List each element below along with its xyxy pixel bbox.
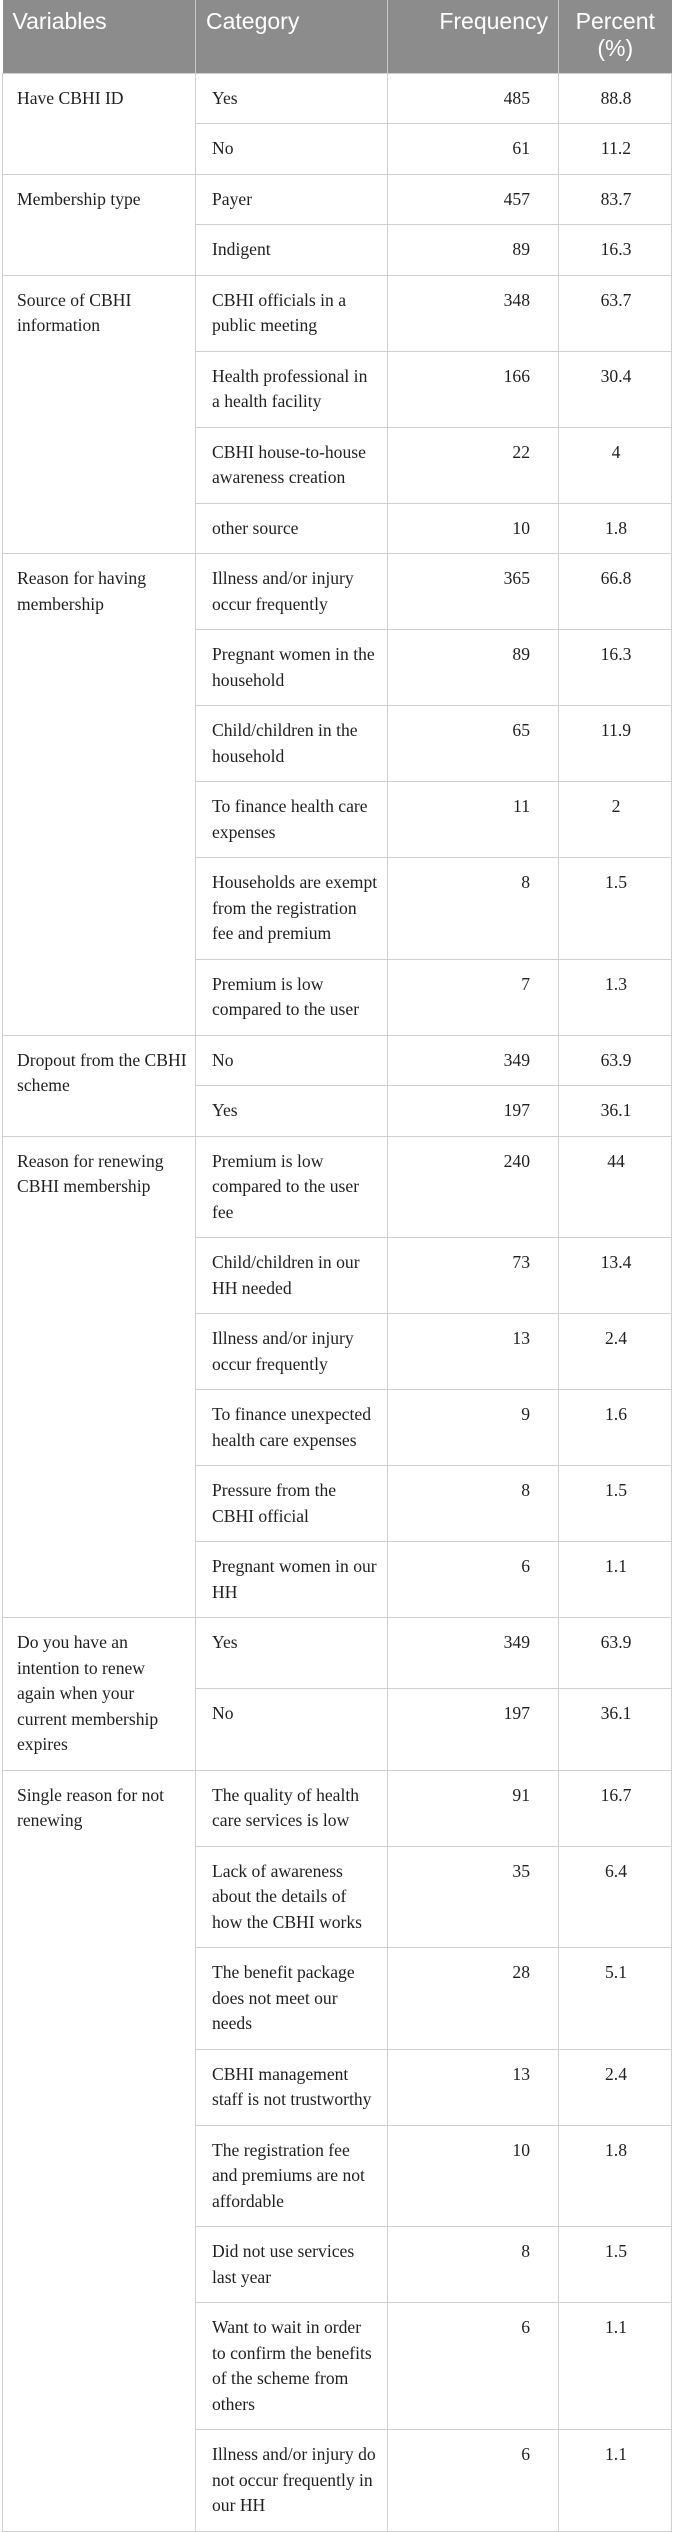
percent-cell: 1.8: [559, 503, 672, 554]
category-cell: Payer: [196, 174, 388, 225]
percent-cell: 16.3: [559, 630, 672, 706]
table-row: [3, 1770, 672, 1846]
frequency-cell: 22: [388, 427, 559, 503]
percent-cell: 1.5: [559, 858, 672, 960]
percent-cell: 5.1: [559, 1948, 672, 2050]
category-cell: Health professional in a health facility: [196, 351, 388, 427]
cbhi-table: [2, 0, 672, 2532]
category-cell: other source: [196, 503, 388, 554]
percent-cell: 2.4: [559, 1314, 672, 1390]
category-cell: Pressure from the CBHI official: [196, 1466, 388, 1542]
percent-cell: 13.4: [559, 1238, 672, 1314]
category-cell: CBHI management staff is not trustworthy: [196, 2049, 388, 2125]
frequency-cell: 8: [388, 1466, 559, 1542]
header-percent: Percent (%): [559, 0, 672, 73]
frequency-cell: 349: [388, 1618, 559, 1689]
category-cell: The registration fee and premiums are not affordable: [196, 2125, 388, 2227]
frequency-cell: 6: [388, 2303, 559, 2430]
category-cell: Yes: [196, 1086, 388, 1137]
category-cell: To finance unexpected health care expenses: [196, 1390, 388, 1466]
table-row: [3, 1136, 672, 1238]
category-cell: Yes: [196, 73, 388, 124]
frequency-cell: 8: [388, 858, 559, 960]
category-cell: Illness and/or injury occur frequently: [196, 1314, 388, 1390]
category-cell: Illness and/or injury occur frequently: [196, 554, 388, 630]
category-cell: CBHI house-to-house awareness creation: [196, 427, 388, 503]
percent-cell: 4: [559, 427, 672, 503]
category-cell: CBHI officials in a public meeting: [196, 275, 388, 351]
table-row: [3, 554, 672, 630]
category-cell: Child/children in the household: [196, 706, 388, 782]
variable-cell: Reason for renewing CBHI membership: [3, 1136, 196, 1618]
frequency-cell: 6: [388, 2430, 559, 2532]
variable-cell: Have CBHI ID: [3, 73, 196, 174]
category-cell: Want to wait in order to confirm the benefits of the scheme from others: [196, 2303, 388, 2430]
percent-cell: 1.1: [559, 2430, 672, 2532]
percent-cell: 16.7: [559, 1770, 672, 1846]
percent-cell: 66.8: [559, 554, 672, 630]
variable-cell: Membership type: [3, 174, 196, 275]
variable-cell: Single reason for not renewing: [3, 1770, 196, 2531]
frequency-cell: 35: [388, 1846, 559, 1948]
percent-cell: 83.7: [559, 174, 672, 225]
category-cell: No: [196, 124, 388, 175]
header-frequency: Frequency: [388, 0, 559, 73]
percent-cell: 30.4: [559, 351, 672, 427]
percent-cell: 6.4: [559, 1846, 672, 1948]
frequency-cell: 485: [388, 73, 559, 124]
frequency-cell: 457: [388, 174, 559, 225]
frequency-cell: 10: [388, 503, 559, 554]
percent-cell: 63.9: [559, 1618, 672, 1689]
frequency-cell: 197: [388, 1086, 559, 1137]
table-row: [3, 1035, 672, 1086]
frequency-cell: 89: [388, 225, 559, 276]
frequency-cell: 13: [388, 2049, 559, 2125]
frequency-cell: 349: [388, 1035, 559, 1086]
category-cell: Pregnant women in our HH: [196, 1542, 388, 1618]
category-cell: Premium is low compared to the user fee: [196, 1136, 388, 1238]
variable-cell: Do you have an intention to renew again when your current membership expires: [3, 1618, 196, 1771]
frequency-cell: 10: [388, 2125, 559, 2227]
percent-cell: 2.4: [559, 2049, 672, 2125]
percent-cell: 1.8: [559, 2125, 672, 2227]
percent-cell: 44: [559, 1136, 672, 1238]
category-cell: To finance health care expenses: [196, 782, 388, 858]
table-body: [3, 73, 672, 2531]
frequency-cell: 365: [388, 554, 559, 630]
variable-cell: Source of CBHI information: [3, 275, 196, 554]
table-row: [3, 174, 672, 225]
frequency-cell: 73: [388, 1238, 559, 1314]
category-cell: No: [196, 1035, 388, 1086]
frequency-cell: 166: [388, 351, 559, 427]
percent-cell: 36.1: [559, 1688, 672, 1770]
table-row: [3, 73, 672, 124]
percent-cell: 11.9: [559, 706, 672, 782]
frequency-cell: 8: [388, 2227, 559, 2303]
percent-cell: 1.1: [559, 1542, 672, 1618]
category-cell: The quality of health care services is low: [196, 1770, 388, 1846]
variable-cell: Dropout from the CBHI scheme: [3, 1035, 196, 1136]
category-cell: Yes: [196, 1618, 388, 1689]
category-cell: No: [196, 1688, 388, 1770]
category-cell: The benefit package does not meet our needs: [196, 1948, 388, 2050]
table-header-row: [3, 0, 672, 73]
percent-cell: 88.8: [559, 73, 672, 124]
header-category: Category: [196, 0, 388, 73]
category-cell: Lack of awareness about the details of how the CBHI works: [196, 1846, 388, 1948]
frequency-cell: 240: [388, 1136, 559, 1238]
table-row: [3, 275, 672, 351]
category-cell: Indigent: [196, 225, 388, 276]
category-cell: Pregnant women in the household: [196, 630, 388, 706]
percent-cell: 1.3: [559, 959, 672, 1035]
frequency-cell: 89: [388, 630, 559, 706]
frequency-cell: 13: [388, 1314, 559, 1390]
frequency-cell: 28: [388, 1948, 559, 2050]
frequency-cell: 348: [388, 275, 559, 351]
variable-cell: Reason for having membership: [3, 554, 196, 1036]
percent-cell: 1.5: [559, 2227, 672, 2303]
frequency-cell: 6: [388, 1542, 559, 1618]
percent-cell: 1.1: [559, 2303, 672, 2430]
category-cell: Premium is low compared to the user: [196, 959, 388, 1035]
percent-cell: 63.9: [559, 1035, 672, 1086]
percent-cell: 11.2: [559, 124, 672, 175]
category-cell: Child/children in our HH needed: [196, 1238, 388, 1314]
frequency-cell: 197: [388, 1688, 559, 1770]
category-cell: Did not use services last year: [196, 2227, 388, 2303]
percent-cell: 36.1: [559, 1086, 672, 1137]
percent-cell: 1.6: [559, 1390, 672, 1466]
category-cell: Households are exempt from the registration fee and premium: [196, 858, 388, 960]
frequency-cell: 65: [388, 706, 559, 782]
percent-cell: 16.3: [559, 225, 672, 276]
frequency-cell: 7: [388, 959, 559, 1035]
frequency-cell: 91: [388, 1770, 559, 1846]
frequency-cell: 9: [388, 1390, 559, 1466]
category-cell: Illness and/or injury do not occur frequently in our HH: [196, 2430, 388, 2532]
header-variables: Variables: [3, 0, 196, 73]
percent-cell: 2: [559, 782, 672, 858]
table-row: [3, 1618, 672, 1689]
frequency-cell: 61: [388, 124, 559, 175]
frequency-cell: 11: [388, 782, 559, 858]
percent-cell: 63.7: [559, 275, 672, 351]
percent-cell: 1.5: [559, 1466, 672, 1542]
